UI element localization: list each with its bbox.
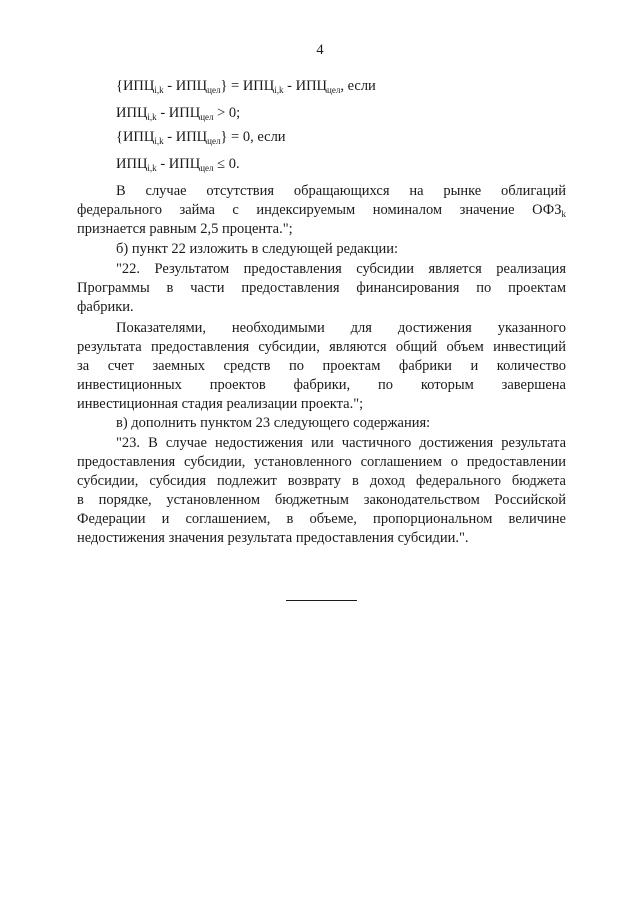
formula-line-4: $ИПЦ_{i,k} - ИПЦ_{цел} \le 0$. bbox=[116, 156, 240, 173]
paragraph-indicators bbox=[77, 319, 566, 414]
paragraph-line: признается равным 2,5 процента."; bbox=[77, 221, 293, 237]
paragraph-line: "22. Результатом предоставления субсидии является реализация bbox=[116, 261, 566, 277]
paragraph-line: предоставления субсидии, установленного соглашением о предоставлении bbox=[77, 454, 566, 470]
item-b bbox=[77, 240, 566, 259]
paragraph-line: В случае отсутствия обращающихся на рынке облигаций bbox=[116, 183, 566, 199]
paragraph-23 bbox=[77, 434, 566, 548]
formula-line-1: $\{ИПЦ_{i,k} - ИПЦ_{цел}\} = ИПЦ_{i,k} - ИПЦ_{цел}$, если bbox=[116, 78, 376, 95]
paragraph-line: Программы в части предоставления финансирования по проектам bbox=[77, 280, 566, 296]
paragraph-line: Показателями, необходимыми для достижения указанного bbox=[116, 320, 566, 336]
end-divider bbox=[286, 600, 357, 601]
paragraph-line: Федерации и соглашением, в объеме, пропорциональном величине bbox=[77, 511, 566, 527]
paragraph-line: б) пункт 22 изложить в следующей редакции: bbox=[116, 241, 398, 257]
paragraph-line: фабрики. bbox=[77, 299, 134, 315]
paragraph-22 bbox=[77, 260, 566, 317]
page-number: 4 bbox=[316, 42, 324, 58]
paragraph-line: в порядке, установленном бюджетным законодательством Российской bbox=[77, 492, 566, 508]
paragraph-line: субсидии, субсидия подлежит возврату в доход федерального бюджета bbox=[77, 473, 566, 489]
formula-line-3: $\{ИПЦ_{i,k} - ИПЦ_{цел}\} = 0$, если bbox=[116, 129, 286, 146]
item-c bbox=[77, 414, 566, 433]
paragraph-line: инвестиционная стадия реализации проекта."; bbox=[77, 396, 364, 412]
paragraph-ofz bbox=[77, 182, 566, 239]
paragraph-line: "23. В случае недостижения или частичного достижения результата bbox=[116, 435, 566, 451]
paragraph-line: недостижения значения результата предоставления субсидии.". bbox=[77, 530, 469, 546]
paragraph-line: инвестиционных проектов фабрики, по которым завершена bbox=[77, 377, 566, 393]
paragraph-line: за счет заемных средств по проектам фабрики и количество bbox=[77, 358, 566, 374]
paragraph-line: федерального займа с индексируемым номиналом значение $ОФЗ_k$ bbox=[77, 202, 566, 219]
formula-line-2: $ИПЦ_{i,k} - ИПЦ_{цел} > 0$; bbox=[116, 105, 241, 122]
paragraph-line: в) дополнить пунктом 23 следующего содержания: bbox=[116, 415, 431, 431]
paragraph-line: результата предоставления субсидии, являются общий объем инвестиций bbox=[77, 339, 566, 355]
